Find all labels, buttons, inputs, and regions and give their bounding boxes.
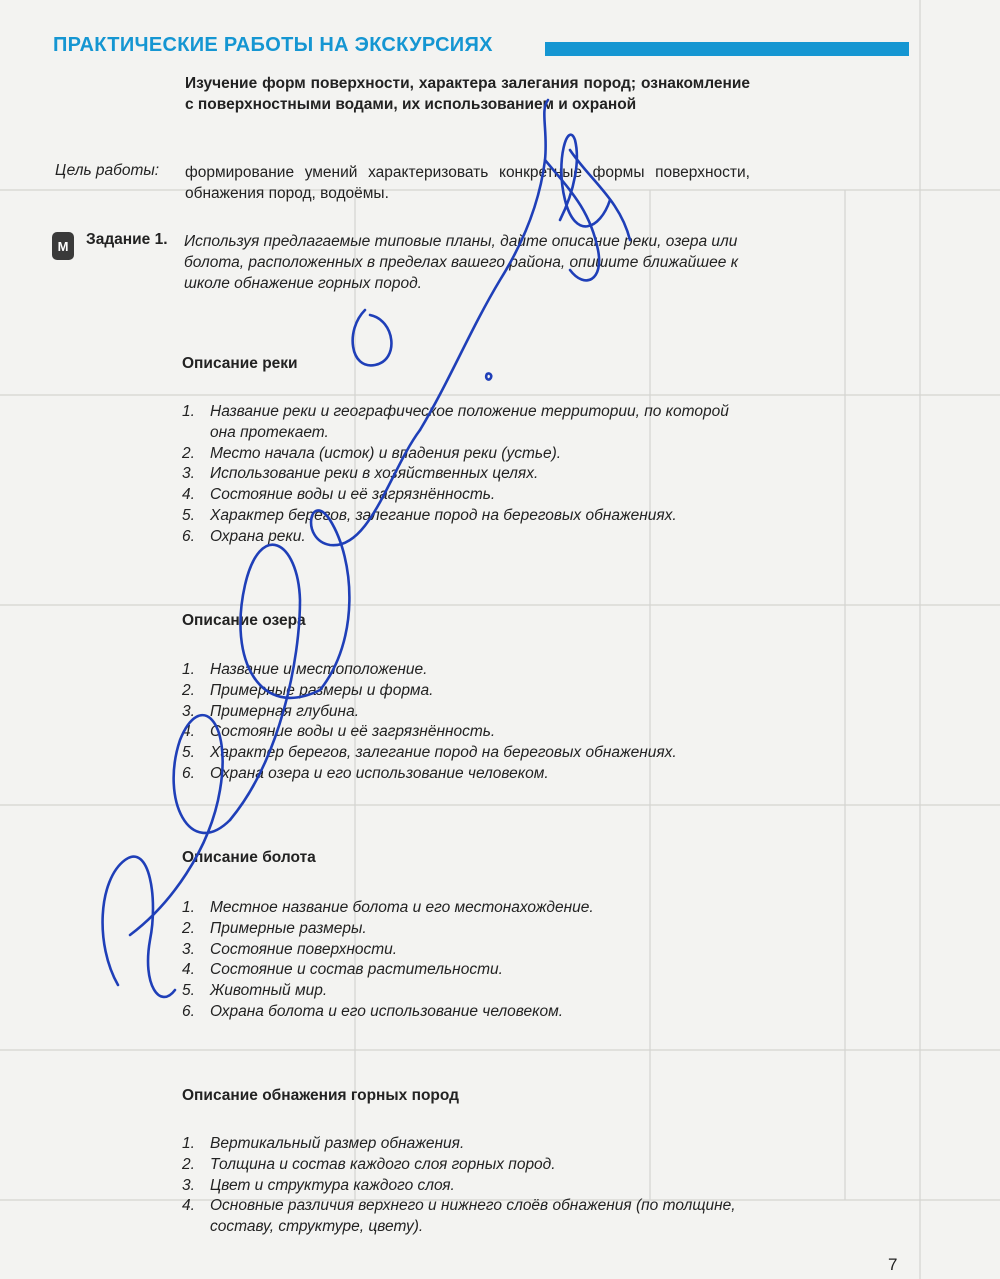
list-item: 3. Состояние поверхности. — [182, 940, 398, 958]
list-item: 6. Охрана озера и его использование человеком. — [182, 764, 549, 782]
task-text: Используя предлагаемые типовые планы, дайте описание реки, озера или болота, расположенных в пределах вашего района, опишите ближайшее к школе обнажение горных пород. — [184, 233, 739, 292]
outcrop-list — [182, 1134, 752, 1238]
list-item: 4. Основные различия верхнего и нижнего слоёв обнажения (по толщине, составу, структуре, цвету). — [182, 1197, 736, 1236]
section-title-swamp: Описание болота — [182, 849, 316, 866]
list-item: 1. Название реки и географическое положение территории, по которой она протекает. — [182, 403, 729, 441]
section-title-lake: Описание озера — [182, 612, 306, 629]
list-item: 3. Цвет и структура каждого слоя. — [182, 1176, 455, 1194]
list-item: 5. Характер берегов, залегание пород на береговых обнажениях. — [182, 744, 677, 762]
page-number: 7 — [888, 1255, 898, 1274]
goal-text: формирование умений характеризовать конкретные формы поверхности, обнажения пород, водоёмы. — [185, 164, 750, 202]
lesson-subtitle: Изучение форм поверхности, характера залегания пород; ознакомление с поверхностными водами, их использованием и охраной — [185, 75, 750, 113]
list-item: 1. Название и местоположение. — [182, 661, 428, 678]
header-accent-bar — [545, 42, 909, 56]
goal-label: Цель работы: — [55, 162, 160, 179]
list-item: 1. Вертикальный размер обнажения. — [182, 1135, 465, 1152]
section-title-river: Описание реки — [182, 355, 298, 372]
task-label: Задание 1. — [86, 231, 168, 248]
list-item: 5. Животный мир. — [182, 982, 328, 1000]
lake-list — [182, 660, 752, 785]
list-item: 4. Состояние и состав растительности. — [182, 961, 503, 979]
page-header-title: ПРАКТИЧЕСКИЕ РАБОТЫ НА ЭКСКУРСИЯХ — [53, 34, 493, 56]
list-item: 3. Примерная глубина. — [182, 702, 359, 720]
task-badge-icon: M — [52, 232, 74, 260]
list-item: 2. Место начала (исток) и впадения реки (устье). — [182, 444, 562, 462]
section-title-outcrop: Описание обнажения горных пород — [182, 1087, 459, 1104]
list-item: 6. Охрана болота и его использование человеком. — [182, 1002, 564, 1020]
list-item: 2. Толщина и состав каждого слоя горных пород. — [182, 1155, 556, 1173]
list-item: 2. Примерные размеры и форма. — [182, 681, 434, 699]
list-item: 4. Состояние воды и её загрязнённость. — [182, 486, 496, 504]
list-item: 1. Местное название болота и его местонахождение. — [182, 899, 594, 916]
swamp-list — [182, 898, 752, 1023]
list-item: 3. Использование реки в хозяйственных целях. — [182, 465, 539, 483]
list-item: 5. Характер берегов, залегание пород на береговых обнажениях. — [182, 506, 677, 524]
river-list — [182, 402, 752, 548]
list-item: 2. Примерные размеры. — [182, 919, 367, 937]
list-item: 6. Охрана реки. — [182, 527, 306, 545]
list-item: 4. Состояние воды и её загрязнённость. — [182, 723, 496, 741]
